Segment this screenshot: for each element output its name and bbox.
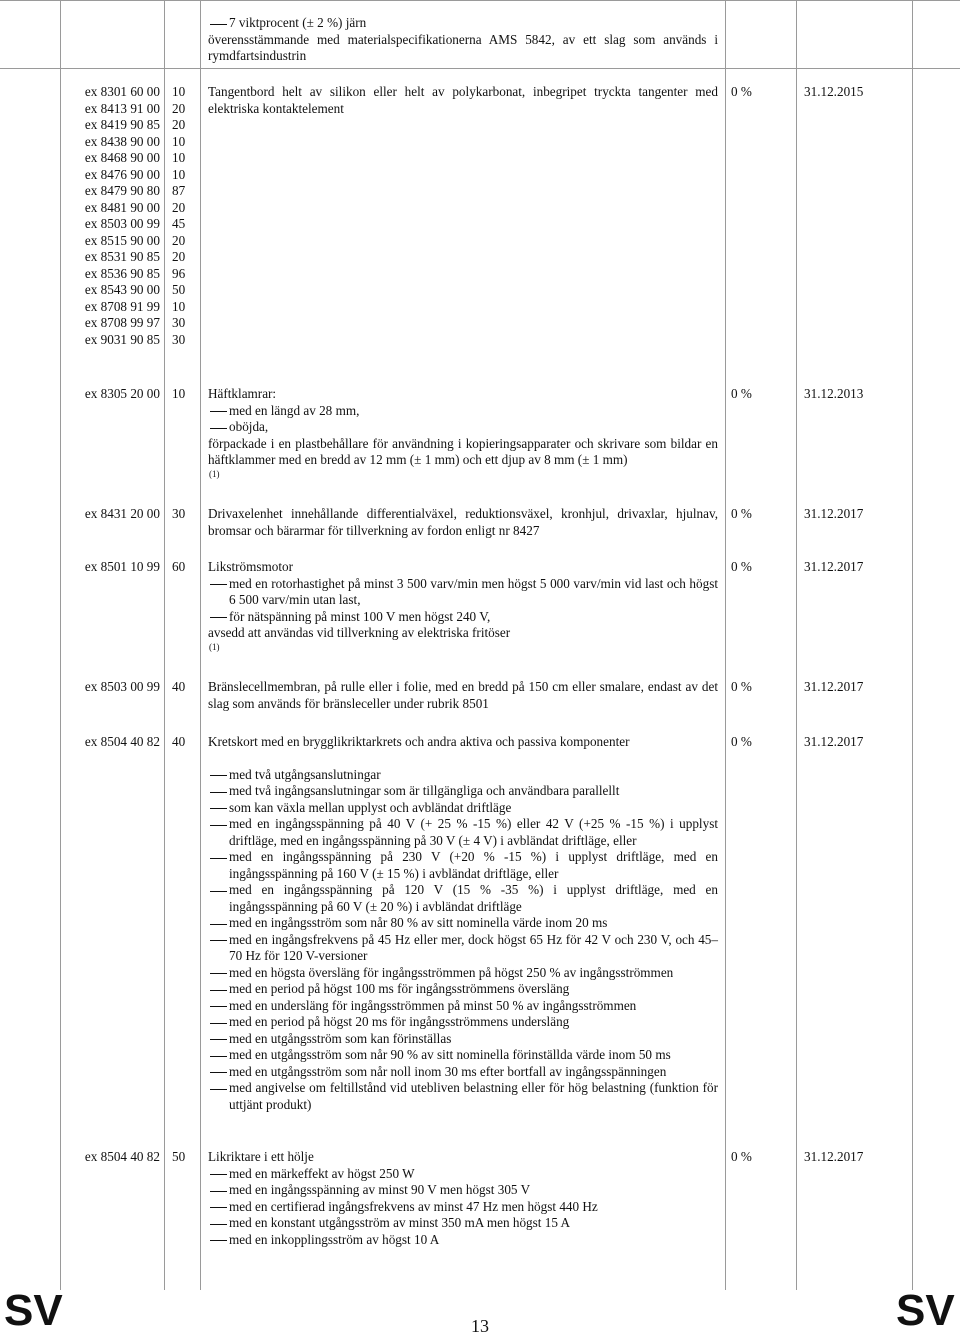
footnote-ref: (1) (209, 468, 220, 479)
taric-code: 45 (172, 216, 186, 231)
cn-code: ex 8419 90 85 (84, 117, 160, 132)
description-text: överensstämmande med materialspecifikationerna AMS 5842, av ett slag som används i rymdfartsindustrin (208, 31, 718, 63)
cn-code: ex 8468 90 00 (84, 150, 160, 165)
cn-code: ex 8503 00 99 (84, 216, 160, 231)
duty-rate: 0 % (731, 1149, 752, 1164)
dash-text: med en certifierad ingångsfrekvens av minst 47 Hz men högst 440 Hz (229, 1198, 598, 1214)
dash-mark (208, 882, 229, 915)
duty-rate: 0 % (731, 734, 752, 749)
cn-code: ex 8481 90 00 (84, 199, 160, 215)
dash-text: 7 viktprocent (± 2 %) järn (229, 15, 367, 30)
dash-mark (208, 965, 229, 982)
dash-mark (208, 849, 229, 882)
dash-mark (208, 1047, 229, 1064)
cn-code-list (62, 84, 160, 348)
dash-text: med en undersläng för ingångsströmmen på minst 50 % av ingångsströmmen (229, 997, 637, 1013)
dash-item (208, 965, 718, 982)
taric-code: 40 (172, 734, 186, 749)
language-code-right: SV (896, 1286, 955, 1335)
dash-item (208, 1166, 718, 1183)
dash-mark (208, 767, 229, 784)
cn-code: ex 8708 91 99 (84, 298, 160, 314)
end-date: 31.12.2015 (804, 84, 864, 99)
cn-code: ex 8305 20 00 (84, 386, 160, 401)
cn-code: ex 8438 90 00 (84, 133, 160, 149)
taric-code: 30 (172, 315, 186, 330)
taric-list (172, 84, 196, 348)
taric-code: 10 (172, 166, 186, 182)
dash-item (208, 849, 718, 882)
dash-item (208, 767, 718, 784)
dash-mark (208, 1215, 229, 1232)
description-tail: förpackade i en plastbehållare för användning i kopieringsapparater och skrivare som bildar en häftklammer med en bredd av 12 mm (± 1 mm) och ett djup av 8 mm (± 1 mm) (208, 435, 718, 467)
cn-code: ex 8431 20 00 (84, 506, 160, 521)
dash-item (208, 783, 718, 800)
taric-code: 60 (172, 559, 186, 574)
grid-line (796, 0, 797, 1290)
duty-rate: 0 % (731, 506, 752, 521)
taric-code: 10 (172, 84, 186, 99)
description-text: Tangentbord helt av silikon eller helt av polykarbonat, inbegripet tryckta tangenter med elektriska kontaktelement (208, 84, 718, 116)
dash-text: med två ingångsanslutningar som är tillgängliga och användbara parallellt (229, 783, 620, 798)
dash-text: oböjda, (229, 419, 269, 434)
cn-code: ex 8531 90 85 (84, 249, 160, 264)
taric-code: 20 (172, 249, 186, 264)
description-head: Kretskort med en brygglikriktarkrets och andra aktiva och passiva komponenter (208, 734, 630, 749)
dash-item (208, 1047, 718, 1064)
end-date: 31.12.2017 (804, 559, 864, 574)
dash-mark (208, 1080, 229, 1113)
dash-item (208, 998, 718, 1015)
taric-code: 10 (172, 150, 186, 165)
dash-text: med en ingångsspänning på 120 V (15 % -35 %) i upplyst driftläge, med en ingångsspänning på 60 V (± 20 %) i avbländat driftläge (229, 882, 718, 914)
cn-code: ex 8504 40 82 (84, 734, 160, 749)
grid-line (912, 0, 913, 1290)
top-block (208, 15, 718, 65)
dash-text: för nätspänning på minst 100 V men högst 240 V, (229, 608, 491, 624)
description-block (208, 386, 718, 480)
duty-rate: 0 % (731, 679, 752, 694)
dash-mark (208, 15, 229, 32)
dash-text: med en period på högst 20 ms för ingångsströmmens undersläng (229, 1014, 570, 1029)
dash-item (208, 1031, 718, 1048)
dash-mark (208, 1199, 229, 1216)
end-date: 31.12.2017 (804, 679, 864, 694)
cn-code: ex 8504 40 82 (84, 1149, 160, 1164)
dash-item (208, 15, 718, 32)
dash-item (208, 816, 718, 849)
end-date: 31.12.2017 (804, 1149, 864, 1164)
taric-code: 10 (172, 298, 186, 314)
cn-code: ex 8536 90 85 (84, 265, 160, 281)
cn-code: ex 8543 90 00 (84, 282, 160, 297)
dash-text: med en utgångsström som når 90 % av sitt nominella förinställda värde inom 50 ms (229, 1047, 671, 1062)
dash-item (208, 609, 718, 626)
dash-mark (208, 816, 229, 849)
taric-code: 87 (172, 183, 186, 198)
description-head: Likriktare i ett hölje (208, 1149, 314, 1164)
grid-line (0, 68, 960, 69)
dash-mark (208, 998, 229, 1015)
page-number: 13 (471, 1316, 489, 1336)
cn-code: ex 8301 60 00 (84, 84, 160, 99)
dash-mark (208, 915, 229, 932)
description-block (208, 559, 718, 653)
dash-text: med en period på högst 100 ms för ingångsströmmens översläng (229, 981, 570, 996)
cn-code: ex 8476 90 00 (84, 166, 160, 182)
dash-text: med en konstant utgångsström av minst 350 mA men högst 15 A (229, 1215, 571, 1230)
dash-text: med en ingångsspänning på 40 V (+ 25 % -15 %) eller 42 V (+25 % -15 %) i upplyst driftläge, med en ingångsspänning på 30 V (± 4 V) i avbländat driftläge, eller (229, 816, 718, 848)
description-head: Häftklamrar: (208, 386, 277, 401)
dash-item (208, 419, 718, 436)
spacer (208, 751, 718, 767)
grid-line (60, 0, 61, 1290)
end-date: 31.12.2013 (804, 386, 864, 401)
dash-mark (208, 403, 229, 420)
taric-code: 40 (172, 679, 186, 694)
taric-code: 50 (172, 1149, 186, 1164)
description-text: Bränslecellmembran, på rulle eller i folie, med en bredd på 150 cm eller smalare, endast av det slag som används för bränsleceller under rubrik 8501 (208, 679, 718, 711)
dash-text: med två utgångsanslutningar (229, 766, 381, 782)
taric-code: 30 (172, 331, 186, 347)
taric-code: 20 (172, 199, 186, 215)
description-tail: avsedd att användas vid tillverkning av elektriska fritöser (208, 625, 511, 640)
cn-code: ex 8413 91 00 (84, 100, 160, 116)
taric-code: 20 (172, 232, 186, 248)
dash-mark (208, 1031, 229, 1048)
grid-line (0, 0, 960, 1)
taric-code: 50 (172, 282, 186, 297)
dash-item (208, 403, 718, 420)
dash-text: som kan växla mellan upplyst och avbländat driftläge (229, 799, 512, 815)
dash-item (208, 915, 718, 932)
dash-text: med en ingångsspänning av minst 90 V men högst 305 V (229, 1182, 531, 1197)
cn-code: ex 8515 90 00 (84, 232, 160, 248)
dash-item (208, 1215, 718, 1232)
grid-line (725, 0, 726, 1290)
grid-line (200, 0, 201, 1290)
dash-mark (208, 932, 229, 965)
dash-text: med en ingångsström som når 80 % av sitt nominella värde inom 20 ms (229, 915, 608, 930)
dash-mark (208, 1182, 229, 1199)
end-date: 31.12.2017 (804, 506, 864, 521)
taric-code: 10 (172, 386, 186, 401)
dash-mark (208, 576, 229, 609)
dash-text: med angivelse om feltillstånd vid utebliven belastning eller för hög belastning (funktion för uttjänt produkt) (229, 1080, 718, 1112)
dash-mark (208, 981, 229, 998)
dash-mark (208, 783, 229, 800)
dash-mark (208, 419, 229, 436)
dash-text: med en märkeffekt av högst 250 W (229, 1165, 415, 1181)
taric-code: 20 (172, 117, 186, 132)
taric-code: 20 (172, 100, 186, 116)
language-code-left: SV (4, 1286, 63, 1335)
taric-code: 10 (172, 133, 186, 149)
dash-text: med en längd av 28 mm, (229, 402, 360, 418)
dash-text: med en ingångsspänning på 230 V (+20 % -15 %) i upplyst driftläge, med en ingångsspänning på 160 V (± 15 %) i avbländat driftläge, eller (229, 849, 718, 881)
cn-code: ex 9031 90 85 (84, 331, 160, 347)
description-block (208, 734, 718, 1113)
dash-text: med en rotorhastighet på minst 3 500 varv/min men högst 5 000 varv/min vid last och högst 6 500 varv/min utan last, (229, 575, 718, 607)
duty-rate: 0 % (731, 559, 752, 574)
dash-mark (208, 609, 229, 626)
cn-code: ex 8503 00 99 (84, 679, 160, 694)
dash-text: med en utgångsström som når noll inom 30 ms efter bortfall av ingångsspänningen (229, 1063, 667, 1079)
dash-item (208, 1080, 718, 1113)
dash-item (208, 1014, 718, 1031)
taric-code: 96 (172, 265, 186, 281)
duty-rate: 0 % (731, 84, 752, 99)
cn-code: ex 8708 99 97 (84, 315, 160, 330)
dash-item (208, 932, 718, 965)
dash-mark (208, 800, 229, 817)
dash-mark (208, 1014, 229, 1031)
taric-code: 30 (172, 506, 186, 521)
dash-mark (208, 1232, 229, 1249)
dash-item (208, 1232, 718, 1249)
dash-item (208, 800, 718, 817)
description-text: Drivaxelenhet innehållande differentialväxel, reduktionsväxel, kronhjul, drivaxlar, hjulnav, bromsar och bärarmar för tillverkning av fordon enligt nr 8427 (208, 506, 718, 538)
description-block (208, 1149, 718, 1248)
dash-item (208, 1182, 718, 1199)
dash-item (208, 576, 718, 609)
dash-text: med en ingångsfrekvens på 45 Hz eller mer, dock högst 65 Hz för 42 V och 230 V, och 45–70 Hz för 120 V-versioner (229, 931, 718, 963)
grid-line (164, 0, 165, 1290)
dash-mark (208, 1166, 229, 1183)
footnote-ref: (1) (209, 641, 220, 652)
dash-item (208, 981, 718, 998)
end-date: 31.12.2017 (804, 734, 864, 749)
dash-item (208, 1064, 718, 1081)
dash-item (208, 882, 718, 915)
cn-code: ex 8479 90 80 (84, 183, 160, 198)
description-head: Likströmsmotor (208, 559, 293, 574)
duty-rate: 0 % (731, 386, 752, 401)
dash-text: med en inkopplingsström av högst 10 A (229, 1231, 440, 1247)
dash-text: med en utgångsström som kan förinställas (229, 1030, 452, 1046)
dash-item (208, 1199, 718, 1216)
dash-text: med en högsta översläng för ingångsströmmen på högst 250 % av ingångsströmmen (229, 964, 674, 980)
dash-mark (208, 1064, 229, 1081)
cn-code: ex 8501 10 99 (84, 559, 160, 574)
